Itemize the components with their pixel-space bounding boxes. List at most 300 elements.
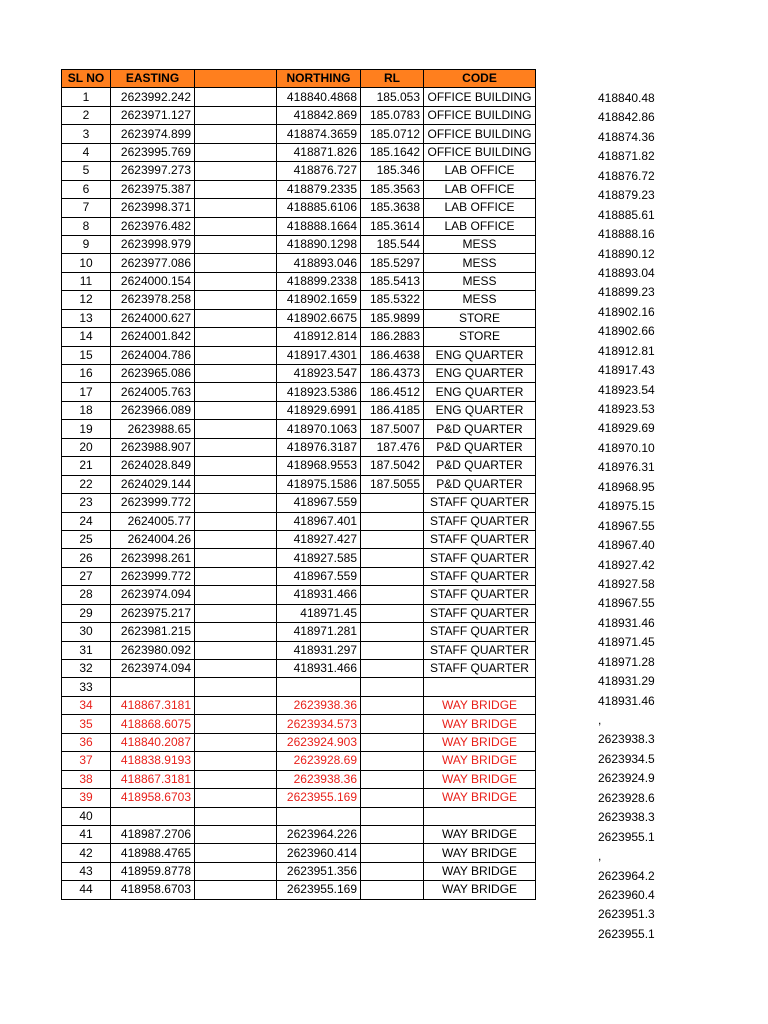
cell-easting[interactable]: 2623971.127 (111, 106, 195, 124)
cell-blank[interactable] (195, 678, 277, 696)
cell-rl[interactable] (361, 733, 424, 751)
cell-code[interactable]: LAB OFFICE (424, 217, 536, 235)
cell-easting[interactable]: 2623998.371 (111, 199, 195, 217)
cell-easting[interactable]: 418867.3181 (111, 770, 195, 788)
cell-blank[interactable] (195, 862, 277, 880)
cell-rl[interactable] (361, 530, 424, 548)
cell-code[interactable]: OFFICE BUILDING (424, 125, 536, 143)
cell-blank[interactable] (195, 512, 277, 530)
cell-code[interactable]: WAY BRIDGE (424, 844, 536, 862)
cell-code[interactable]: STORE (424, 309, 536, 327)
cell-code[interactable]: OFFICE BUILDING (424, 106, 536, 124)
cell-easting[interactable]: 2623974.899 (111, 125, 195, 143)
cell-northing[interactable]: 418902.1659 (277, 291, 361, 309)
side-value[interactable]: 418899.23 (598, 285, 655, 300)
cell-blank[interactable] (195, 752, 277, 770)
side-value[interactable]: 418975.15 (598, 499, 655, 514)
cell-northing[interactable]: 418929.6991 (277, 401, 361, 419)
cell-sl-no[interactable]: 36 (62, 733, 111, 751)
cell-sl-no[interactable]: 25 (62, 530, 111, 548)
cell-rl[interactable]: 185.346 (361, 162, 424, 180)
cell-blank[interactable] (195, 143, 277, 161)
cell-easting[interactable]: 418987.2706 (111, 825, 195, 843)
cell-code[interactable]: ENG QUARTER (424, 383, 536, 401)
cell-northing[interactable]: 2623938.36 (277, 770, 361, 788)
cell-northing[interactable]: 418879.2335 (277, 180, 361, 198)
cell-easting[interactable]: 2623978.258 (111, 291, 195, 309)
cell-blank[interactable] (195, 881, 277, 899)
cell-blank[interactable] (195, 217, 277, 235)
cell-code[interactable]: STAFF QUARTER (424, 641, 536, 659)
side-value[interactable]: 418902.66 (598, 324, 655, 339)
cell-sl-no[interactable]: 29 (62, 604, 111, 622)
cell-northing[interactable]: 418927.427 (277, 530, 361, 548)
cell-sl-no[interactable]: 10 (62, 254, 111, 272)
side-value[interactable]: 418931.46 (598, 615, 655, 630)
side-value[interactable]: 2623960.4 (598, 887, 655, 902)
cell-code[interactable]: STAFF QUARTER (424, 586, 536, 604)
cell-easting[interactable]: 418988.4765 (111, 844, 195, 862)
header-blank[interactable] (195, 70, 277, 88)
cell-rl[interactable]: 186.4185 (361, 401, 424, 419)
side-value[interactable]: 418927.42 (598, 557, 655, 572)
cell-easting[interactable]: 418838.9193 (111, 752, 195, 770)
cell-easting[interactable]: 2623977.086 (111, 254, 195, 272)
header-sl-no[interactable]: SL NO (62, 70, 111, 88)
cell-northing[interactable]: 418976.3187 (277, 438, 361, 456)
side-value[interactable]: 418967.55 (598, 596, 655, 611)
side-value[interactable]: , (598, 713, 602, 727)
cell-code[interactable]: LAB OFFICE (424, 162, 536, 180)
cell-easting[interactable]: 2623980.092 (111, 641, 195, 659)
cell-blank[interactable] (195, 365, 277, 383)
cell-northing[interactable]: 418923.5386 (277, 383, 361, 401)
cell-sl-no[interactable]: 13 (62, 309, 111, 327)
cell-blank[interactable] (195, 457, 277, 475)
cell-rl[interactable] (361, 641, 424, 659)
cell-easting[interactable] (111, 807, 195, 825)
cell-blank[interactable] (195, 623, 277, 641)
side-value[interactable]: 418893.04 (598, 265, 655, 280)
cell-easting[interactable]: 2624001.842 (111, 328, 195, 346)
cell-blank[interactable] (195, 180, 277, 198)
cell-sl-no[interactable]: 20 (62, 438, 111, 456)
cell-code[interactable]: WAY BRIDGE (424, 696, 536, 714)
cell-northing[interactable]: 418968.9553 (277, 457, 361, 475)
cell-rl[interactable] (361, 789, 424, 807)
cell-easting[interactable]: 2623974.094 (111, 660, 195, 678)
cell-code[interactable]: STAFF QUARTER (424, 567, 536, 585)
cell-rl[interactable] (361, 752, 424, 770)
cell-northing[interactable]: 2623928.69 (277, 752, 361, 770)
cell-sl-no[interactable]: 38 (62, 770, 111, 788)
cell-rl[interactable]: 187.476 (361, 438, 424, 456)
side-value[interactable]: 418879.23 (598, 188, 655, 203)
side-value[interactable]: 418917.43 (598, 363, 655, 378)
side-value[interactable]: 418971.28 (598, 654, 655, 669)
cell-easting[interactable]: 2623997.273 (111, 162, 195, 180)
cell-northing[interactable]: 2623964.226 (277, 825, 361, 843)
side-value[interactable]: 2623955.1 (598, 829, 655, 844)
cell-sl-no[interactable]: 12 (62, 291, 111, 309)
cell-rl[interactable] (361, 715, 424, 733)
cell-sl-no[interactable]: 28 (62, 586, 111, 604)
side-value[interactable]: 2623951.3 (598, 907, 655, 922)
cell-northing[interactable]: 418893.046 (277, 254, 361, 272)
cell-blank[interactable] (195, 586, 277, 604)
cell-rl[interactable]: 186.4638 (361, 346, 424, 364)
cell-northing[interactable]: 418970.1063 (277, 420, 361, 438)
cell-rl[interactable]: 185.3614 (361, 217, 424, 235)
cell-northing[interactable]: 418888.1664 (277, 217, 361, 235)
cell-sl-no[interactable]: 31 (62, 641, 111, 659)
cell-northing[interactable]: 418840.4868 (277, 88, 361, 106)
cell-rl[interactable]: 185.0783 (361, 106, 424, 124)
side-value[interactable]: 2623938.3 (598, 732, 655, 747)
cell-northing[interactable]: 2623924.903 (277, 733, 361, 751)
cell-sl-no[interactable]: 11 (62, 272, 111, 290)
cell-code[interactable]: P&D QUARTER (424, 420, 536, 438)
cell-code[interactable]: STAFF QUARTER (424, 623, 536, 641)
cell-rl[interactable] (361, 494, 424, 512)
cell-rl[interactable] (361, 770, 424, 788)
cell-northing[interactable]: 418885.6106 (277, 199, 361, 217)
cell-sl-no[interactable]: 8 (62, 217, 111, 235)
cell-easting[interactable]: 2623999.772 (111, 494, 195, 512)
side-value[interactable]: 2623928.6 (598, 790, 655, 805)
cell-easting[interactable]: 2623975.387 (111, 180, 195, 198)
side-value[interactable]: 418976.31 (598, 460, 655, 475)
cell-easting[interactable]: 2624005.763 (111, 383, 195, 401)
cell-blank[interactable] (195, 844, 277, 862)
cell-rl[interactable]: 187.5007 (361, 420, 424, 438)
cell-code[interactable]: WAY BRIDGE (424, 881, 536, 899)
cell-easting[interactable]: 2623975.217 (111, 604, 195, 622)
side-value[interactable]: 418885.61 (598, 207, 655, 222)
cell-sl-no[interactable]: 2 (62, 106, 111, 124)
cell-sl-no[interactable]: 30 (62, 623, 111, 641)
side-value[interactable]: 2623934.5 (598, 751, 655, 766)
header-easting[interactable]: EASTING (111, 70, 195, 88)
side-value[interactable]: 2623938.3 (598, 810, 655, 825)
side-value[interactable]: 418971.45 (598, 635, 655, 650)
side-value[interactable]: 418840.48 (598, 91, 655, 105)
cell-code[interactable]: STAFF QUARTER (424, 494, 536, 512)
cell-easting[interactable]: 2623995.769 (111, 143, 195, 161)
cell-northing[interactable] (277, 807, 361, 825)
cell-blank[interactable] (195, 162, 277, 180)
cell-easting[interactable]: 2623988.65 (111, 420, 195, 438)
side-value[interactable]: 418967.40 (598, 538, 655, 553)
header-rl[interactable]: RL (361, 70, 424, 88)
cell-rl[interactable] (361, 660, 424, 678)
cell-blank[interactable] (195, 696, 277, 714)
cell-sl-no[interactable]: 33 (62, 678, 111, 696)
cell-blank[interactable] (195, 346, 277, 364)
cell-easting[interactable]: 2624000.154 (111, 272, 195, 290)
cell-rl[interactable] (361, 844, 424, 862)
cell-code[interactable]: STAFF QUARTER (424, 530, 536, 548)
cell-easting[interactable]: 2624029.144 (111, 475, 195, 493)
cell-easting[interactable]: 418958.6703 (111, 789, 195, 807)
cell-sl-no[interactable]: 15 (62, 346, 111, 364)
cell-code[interactable] (424, 807, 536, 825)
cell-code[interactable]: WAY BRIDGE (424, 715, 536, 733)
cell-rl[interactable]: 185.1642 (361, 143, 424, 161)
cell-northing[interactable]: 418931.466 (277, 586, 361, 604)
cell-northing[interactable]: 2623955.169 (277, 881, 361, 899)
side-value[interactable]: 418888.16 (598, 227, 655, 242)
cell-northing[interactable]: 418931.297 (277, 641, 361, 659)
cell-northing[interactable]: 418876.727 (277, 162, 361, 180)
cell-code[interactable]: ENG QUARTER (424, 401, 536, 419)
cell-code[interactable]: P&D QUARTER (424, 438, 536, 456)
cell-rl[interactable] (361, 567, 424, 585)
cell-code[interactable]: MESS (424, 272, 536, 290)
header-code[interactable]: CODE (424, 70, 536, 88)
cell-blank[interactable] (195, 789, 277, 807)
cell-northing[interactable]: 418917.4301 (277, 346, 361, 364)
cell-code[interactable]: OFFICE BUILDING (424, 143, 536, 161)
cell-rl[interactable] (361, 862, 424, 880)
cell-blank[interactable] (195, 254, 277, 272)
cell-sl-no[interactable]: 19 (62, 420, 111, 438)
cell-easting[interactable]: 2624004.26 (111, 530, 195, 548)
cell-northing[interactable]: 418871.826 (277, 143, 361, 161)
cell-northing[interactable]: 418899.2338 (277, 272, 361, 290)
cell-northing[interactable]: 418923.547 (277, 365, 361, 383)
cell-blank[interactable] (195, 715, 277, 733)
cell-sl-no[interactable]: 37 (62, 752, 111, 770)
cell-sl-no[interactable]: 32 (62, 660, 111, 678)
cell-easting[interactable]: 418840.2087 (111, 733, 195, 751)
cell-blank[interactable] (195, 272, 277, 290)
cell-rl[interactable]: 185.5322 (361, 291, 424, 309)
cell-rl[interactable] (361, 512, 424, 530)
cell-rl[interactable]: 187.5055 (361, 475, 424, 493)
cell-blank[interactable] (195, 401, 277, 419)
cell-northing[interactable]: 418902.6675 (277, 309, 361, 327)
cell-rl[interactable]: 185.053 (361, 88, 424, 106)
cell-code[interactable]: LAB OFFICE (424, 180, 536, 198)
header-northing[interactable]: NORTHING (277, 70, 361, 88)
cell-rl[interactable]: 185.3563 (361, 180, 424, 198)
cell-sl-no[interactable]: 24 (62, 512, 111, 530)
cell-code[interactable]: LAB OFFICE (424, 199, 536, 217)
cell-blank[interactable] (195, 291, 277, 309)
cell-easting[interactable]: 2624005.77 (111, 512, 195, 530)
cell-easting[interactable]: 2623999.772 (111, 567, 195, 585)
cell-easting[interactable]: 418959.8778 (111, 862, 195, 880)
cell-rl[interactable]: 185.9899 (361, 309, 424, 327)
cell-sl-no[interactable]: 39 (62, 789, 111, 807)
cell-northing[interactable]: 418967.559 (277, 494, 361, 512)
cell-northing[interactable]: 2623960.414 (277, 844, 361, 862)
cell-blank[interactable] (195, 494, 277, 512)
cell-easting[interactable]: 2623976.482 (111, 217, 195, 235)
cell-easting[interactable]: 2623965.086 (111, 365, 195, 383)
cell-sl-no[interactable]: 23 (62, 494, 111, 512)
cell-sl-no[interactable]: 41 (62, 825, 111, 843)
cell-rl[interactable] (361, 678, 424, 696)
side-value[interactable]: 418970.10 (598, 440, 655, 455)
cell-blank[interactable] (195, 733, 277, 751)
cell-sl-no[interactable]: 9 (62, 235, 111, 253)
side-value[interactable]: 418968.95 (598, 479, 655, 494)
cell-rl[interactable] (361, 549, 424, 567)
cell-code[interactable]: MESS (424, 235, 536, 253)
cell-blank[interactable] (195, 309, 277, 327)
cell-blank[interactable] (195, 530, 277, 548)
side-value[interactable]: 418931.46 (598, 693, 655, 708)
cell-rl[interactable] (361, 604, 424, 622)
cell-easting[interactable]: 2623981.215 (111, 623, 195, 641)
cell-code[interactable]: WAY BRIDGE (424, 752, 536, 770)
cell-blank[interactable] (195, 328, 277, 346)
cell-easting[interactable]: 2623988.907 (111, 438, 195, 456)
cell-blank[interactable] (195, 235, 277, 253)
side-value[interactable]: 2623955.1 (598, 926, 655, 941)
cell-code[interactable]: WAY BRIDGE (424, 733, 536, 751)
cell-code[interactable]: MESS (424, 254, 536, 272)
side-value[interactable]: 418929.69 (598, 421, 655, 436)
cell-sl-no[interactable]: 6 (62, 180, 111, 198)
cell-sl-no[interactable]: 14 (62, 328, 111, 346)
cell-rl[interactable] (361, 586, 424, 604)
cell-blank[interactable] (195, 641, 277, 659)
cell-code[interactable]: ENG QUARTER (424, 365, 536, 383)
cell-blank[interactable] (195, 604, 277, 622)
cell-blank[interactable] (195, 475, 277, 493)
cell-rl[interactable]: 186.4373 (361, 365, 424, 383)
cell-rl[interactable]: 187.5042 (361, 457, 424, 475)
cell-northing[interactable]: 418842.869 (277, 106, 361, 124)
cell-sl-no[interactable]: 4 (62, 143, 111, 161)
cell-rl[interactable]: 186.4512 (361, 383, 424, 401)
cell-blank[interactable] (195, 660, 277, 678)
cell-northing[interactable]: 418912.814 (277, 328, 361, 346)
side-value[interactable]: 2623924.9 (598, 771, 655, 786)
cell-code[interactable]: P&D QUARTER (424, 475, 536, 493)
cell-code[interactable]: ENG QUARTER (424, 346, 536, 364)
side-value[interactable]: 418842.86 (598, 110, 655, 125)
cell-sl-no[interactable]: 22 (62, 475, 111, 493)
cell-northing[interactable]: 2623938.36 (277, 696, 361, 714)
cell-sl-no[interactable]: 44 (62, 881, 111, 899)
cell-northing[interactable]: 418967.559 (277, 567, 361, 585)
cell-sl-no[interactable]: 18 (62, 401, 111, 419)
cell-sl-no[interactable]: 7 (62, 199, 111, 217)
cell-rl[interactable]: 185.3638 (361, 199, 424, 217)
cell-sl-no[interactable]: 1 (62, 88, 111, 106)
cell-northing[interactable]: 2623934.573 (277, 715, 361, 733)
cell-blank[interactable] (195, 567, 277, 585)
cell-easting[interactable]: 2623992.242 (111, 88, 195, 106)
side-value[interactable]: 418890.12 (598, 246, 655, 261)
cell-rl[interactable] (361, 623, 424, 641)
cell-blank[interactable] (195, 807, 277, 825)
cell-blank[interactable] (195, 88, 277, 106)
cell-rl[interactable] (361, 881, 424, 899)
cell-northing[interactable]: 418971.45 (277, 604, 361, 622)
cell-easting[interactable]: 2623974.094 (111, 586, 195, 604)
cell-sl-no[interactable]: 26 (62, 549, 111, 567)
cell-code[interactable]: WAY BRIDGE (424, 825, 536, 843)
side-value[interactable]: , (598, 849, 602, 864)
cell-easting[interactable]: 2624028.849 (111, 457, 195, 475)
cell-blank[interactable] (195, 125, 277, 143)
cell-easting[interactable]: 2624000.627 (111, 309, 195, 327)
cell-rl[interactable] (361, 696, 424, 714)
cell-blank[interactable] (195, 199, 277, 217)
cell-blank[interactable] (195, 770, 277, 788)
side-value[interactable]: 418923.54 (598, 382, 655, 397)
cell-rl[interactable]: 185.5297 (361, 254, 424, 272)
cell-sl-no[interactable]: 40 (62, 807, 111, 825)
cell-northing[interactable] (277, 678, 361, 696)
cell-northing[interactable]: 418874.3659 (277, 125, 361, 143)
cell-blank[interactable] (195, 549, 277, 567)
side-value[interactable]: 418912.81 (598, 343, 655, 358)
cell-easting[interactable]: 2623966.089 (111, 401, 195, 419)
cell-northing[interactable]: 418971.281 (277, 623, 361, 641)
cell-easting[interactable]: 418868.6075 (111, 715, 195, 733)
cell-sl-no[interactable]: 3 (62, 125, 111, 143)
cell-easting[interactable]: 2623998.261 (111, 549, 195, 567)
cell-rl[interactable] (361, 825, 424, 843)
cell-blank[interactable] (195, 825, 277, 843)
cell-rl[interactable]: 185.0712 (361, 125, 424, 143)
side-value[interactable]: 2623964.2 (598, 868, 655, 883)
cell-code[interactable] (424, 678, 536, 696)
cell-easting[interactable]: 418958.6703 (111, 881, 195, 899)
cell-northing[interactable]: 2623951.356 (277, 862, 361, 880)
cell-easting[interactable]: 2623998.979 (111, 235, 195, 253)
side-value[interactable]: 418931.29 (598, 674, 655, 689)
cell-sl-no[interactable]: 27 (62, 567, 111, 585)
cell-blank[interactable] (195, 438, 277, 456)
cell-code[interactable]: WAY BRIDGE (424, 770, 536, 788)
cell-northing[interactable]: 418931.466 (277, 660, 361, 678)
cell-code[interactable]: STAFF QUARTER (424, 549, 536, 567)
cell-code[interactable]: STAFF QUARTER (424, 604, 536, 622)
cell-code[interactable]: P&D QUARTER (424, 457, 536, 475)
cell-northing[interactable]: 418967.401 (277, 512, 361, 530)
cell-rl[interactable]: 185.5413 (361, 272, 424, 290)
cell-sl-no[interactable]: 35 (62, 715, 111, 733)
cell-blank[interactable] (195, 106, 277, 124)
cell-easting[interactable]: 418867.3181 (111, 696, 195, 714)
side-value[interactable]: 418871.82 (598, 149, 655, 164)
side-value[interactable]: 418874.36 (598, 129, 655, 144)
cell-code[interactable]: STAFF QUARTER (424, 660, 536, 678)
cell-code[interactable]: STORE (424, 328, 536, 346)
side-value[interactable]: 418902.16 (598, 304, 655, 319)
cell-sl-no[interactable]: 16 (62, 365, 111, 383)
cell-sl-no[interactable]: 21 (62, 457, 111, 475)
side-value[interactable]: 418876.72 (598, 168, 655, 183)
cell-code[interactable]: STAFF QUARTER (424, 512, 536, 530)
cell-rl[interactable]: 185.544 (361, 235, 424, 253)
cell-sl-no[interactable]: 5 (62, 162, 111, 180)
cell-code[interactable]: WAY BRIDGE (424, 862, 536, 880)
cell-sl-no[interactable]: 17 (62, 383, 111, 401)
cell-northing[interactable]: 2623955.169 (277, 789, 361, 807)
side-value[interactable]: 418967.55 (598, 518, 655, 533)
cell-code[interactable]: WAY BRIDGE (424, 789, 536, 807)
cell-northing[interactable]: 418927.585 (277, 549, 361, 567)
cell-northing[interactable]: 418890.1298 (277, 235, 361, 253)
